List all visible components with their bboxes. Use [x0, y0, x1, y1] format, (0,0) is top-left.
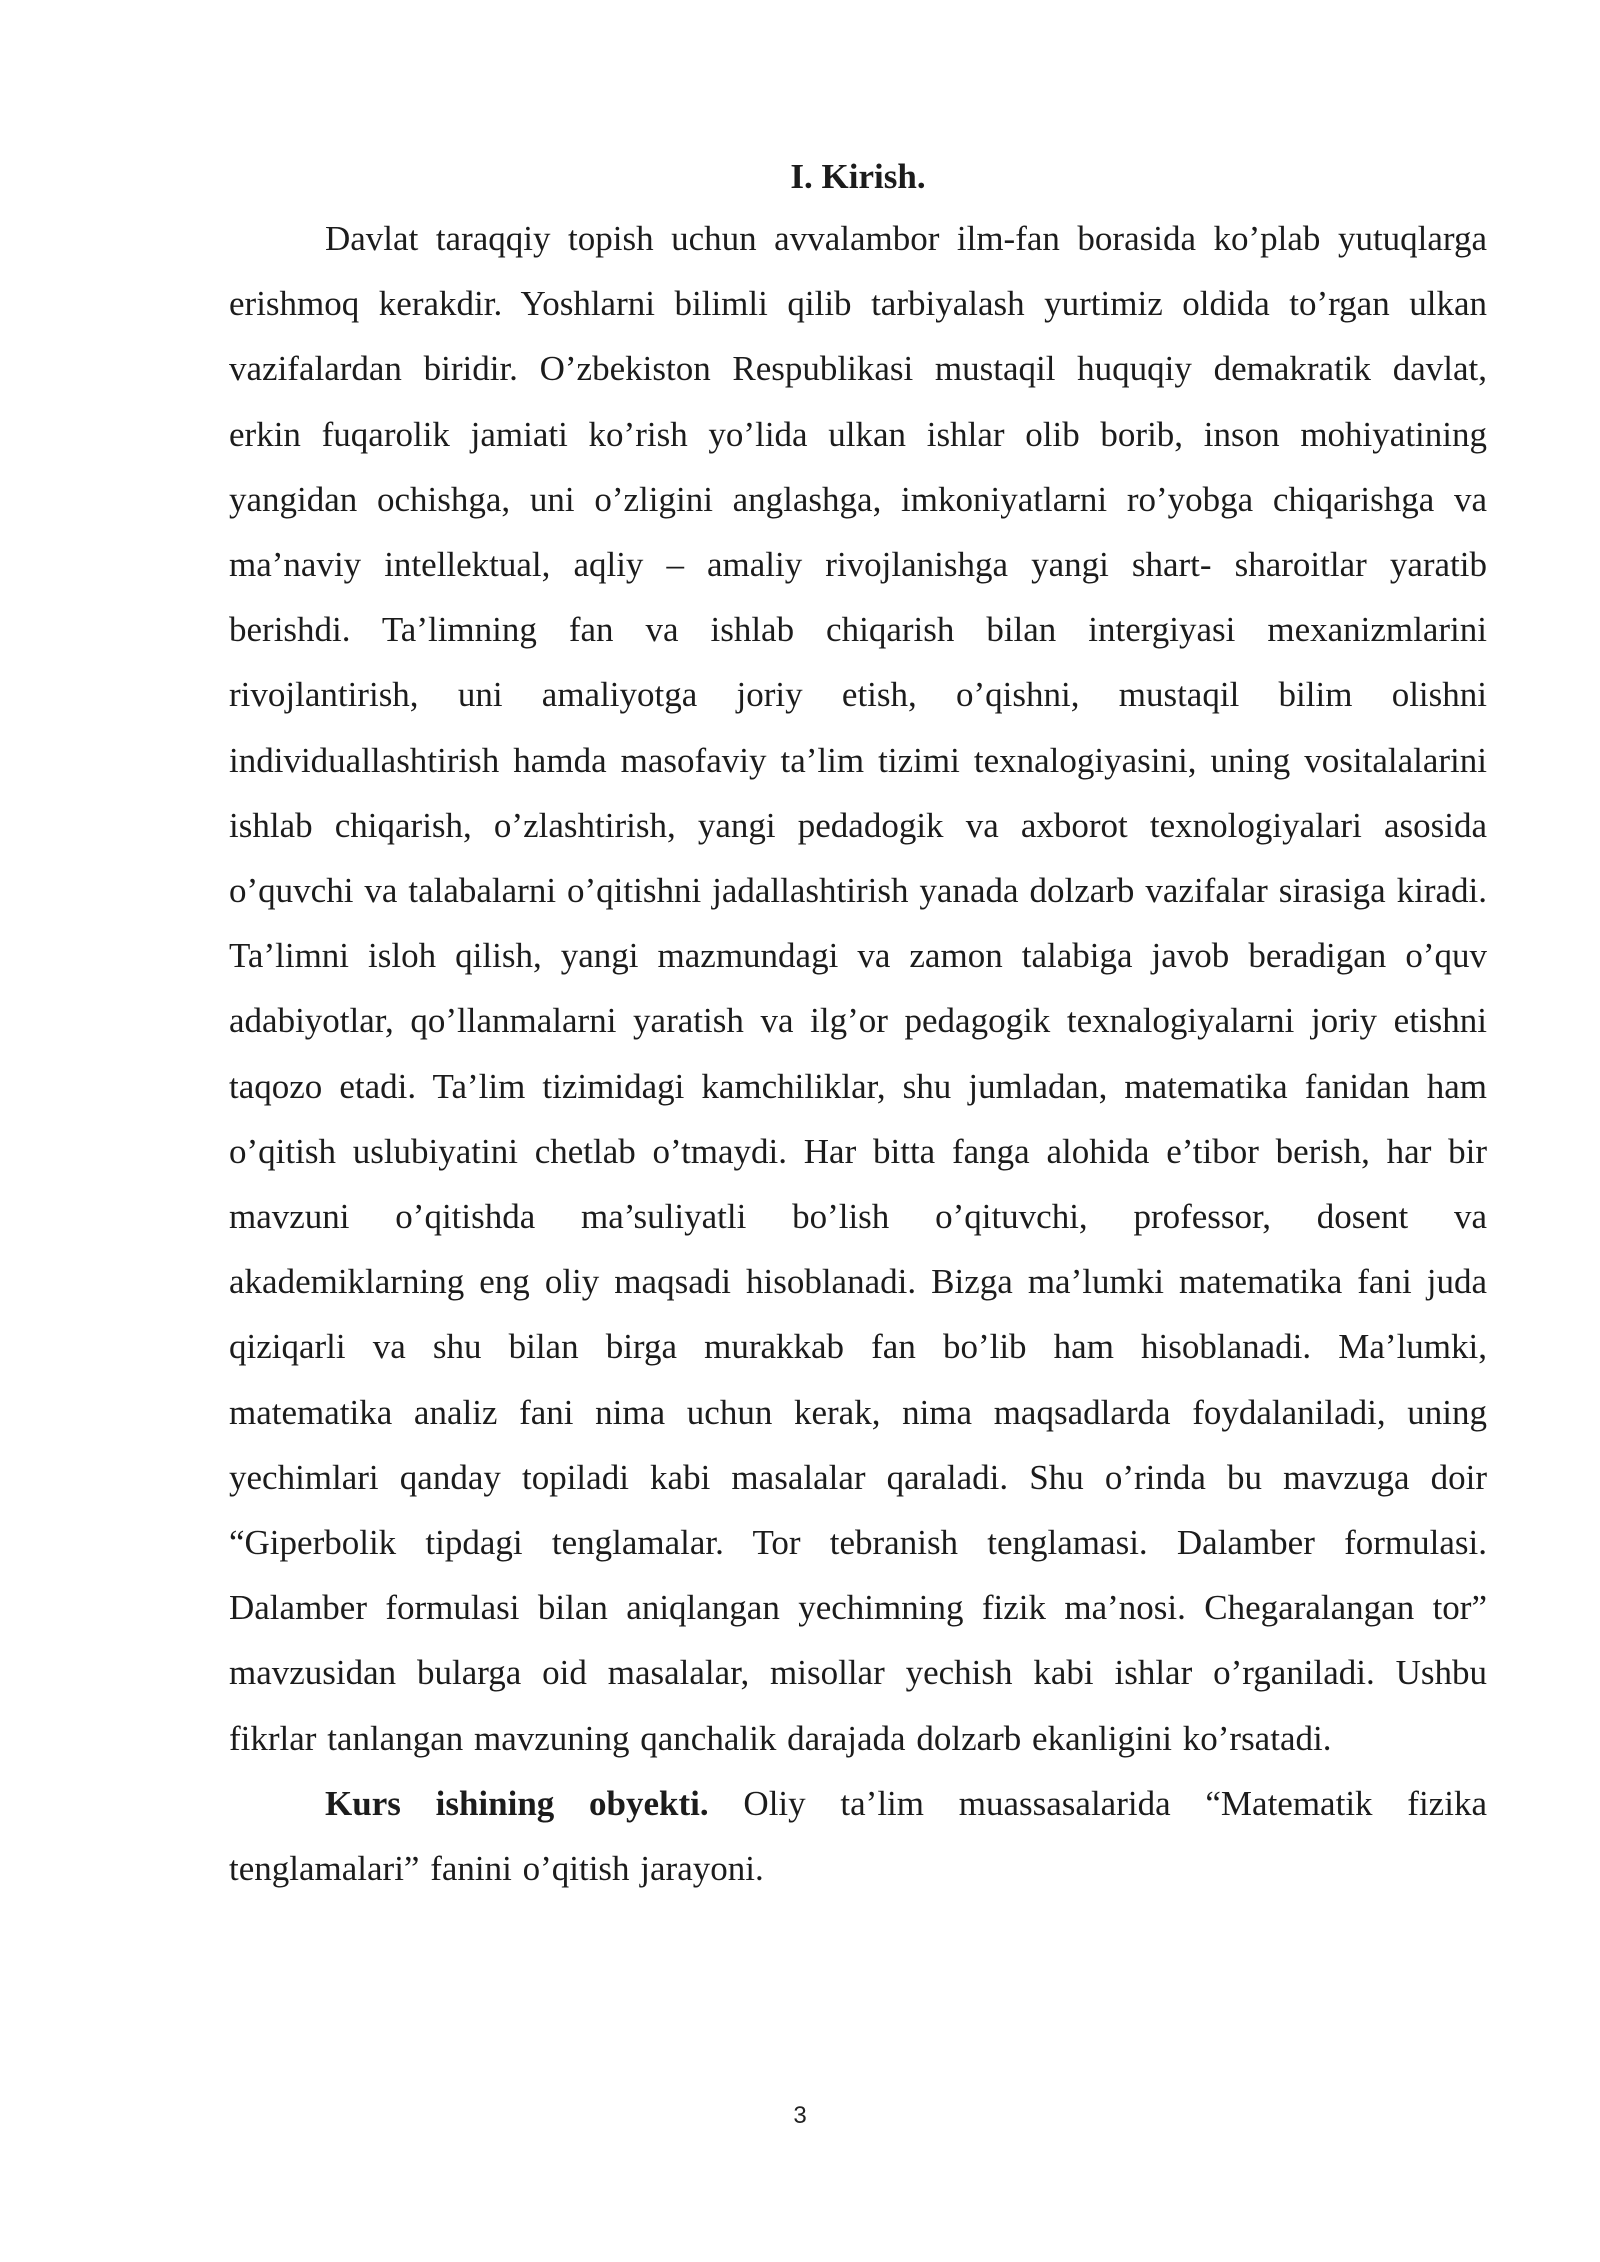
object-lead: Kurs ishining obyekti. — [325, 1783, 709, 1823]
intro-paragraph: Davlat taraqqiy topish uchun avvalambor ilm-fan borasida ko’plab yutuqlarga erishmoq kerakdir. Yoshlarni bilimli qilib tarbiyalash yurtimiz oldida to’rgan ulkan vazifalardan biridir. O’zbekiston Respublikasi mustaqil huquqiy demakratik davlat, erkin fuqarolik jamiati ko’rish yo’lida ulkan ishlar olib borib, inson mohiyatining yangidan ochishga, uni o’zligini anglashga, imkoniyatlarni ro’yobga chiqarishga va ma’naviy intellektual, aqliy – amaliy rivojlanishga yangi shart- sharoitlar yaratib berishdi. Ta’limning fan va ishlab chiqarish bilan intergiyasi mexanizmlarini rivojlantirish, uni amaliyotga joriy etish, o’qishni, mustaqil bilim olishni individuallashtirish hamda masofaviy ta’lim tizimi texnalogiyasini, uning vositalalarini ishlab chiqarish, o’zlashtirish, yangi pedadogik va axborot texnologiyalari asosida o’quvchi va talabalarni o’qitishni jadallashtirish yanada dolzarb vazifalar sirasiga kiradi. Ta’limni isloh qilish, yangi mazmundagi va zamon talabiga javob beradigan o’quv adabiyotlar, qo’llanmalarni yaratish va ilg’or pedagogik texnalogiyalarni joriy etishni taqozo etadi. Ta’lim tizimidagi kamchiliklar, shu jumladan, matematika fanidan ham o’qitish uslubiyatini chetlab o’tmaydi. Har bitta fanga alohida e’tibor berish, har bir mavzuni o’qitishda ma’suliyatli bo’lish o’qituvchi, professor, dosent va akademiklarning eng oliy maqsadi hisoblanadi. Bizga ma’lumki matematika fani juda qiziqarli va shu bilan birga murakkab fan bo’lib ham hisoblanadi. Ma’lumki, matematika analiz fani nima uchun kerak, nima maqsadlarda foydalaniladi, uning yechimlari qanday topiladi kabi masalalar qaraladi. Shu o’rinda bu mavzuga doir “Giperbolik tipdagi tenglamalar. Tor tebranish tenglamasi. Dalamber formulasi. Dalamber formulasi bilan aniqlangan yechimning fizik ma’nosi. Chegaralangan tor” mavzusidan bularga oid masalalar, misollar yechish kabi ishlar o’rganiladi. Ushbu fikrlar tanlangan mavzuning qanchalik darajada dolzarb ekanligini ko’rsatadi. — [229, 219, 1487, 1758]
page-content — [229, 148, 1487, 1901]
object-paragraph — [229, 1771, 1487, 1901]
page-number: 3 — [793, 2102, 807, 2129]
object-text: Oliy ta’lim muassasalarida “Matematik fizika tenglamalari” fanini o’qitish jarayoni. — [229, 1783, 1487, 1889]
section-heading: I. Kirish. — [790, 157, 926, 196]
